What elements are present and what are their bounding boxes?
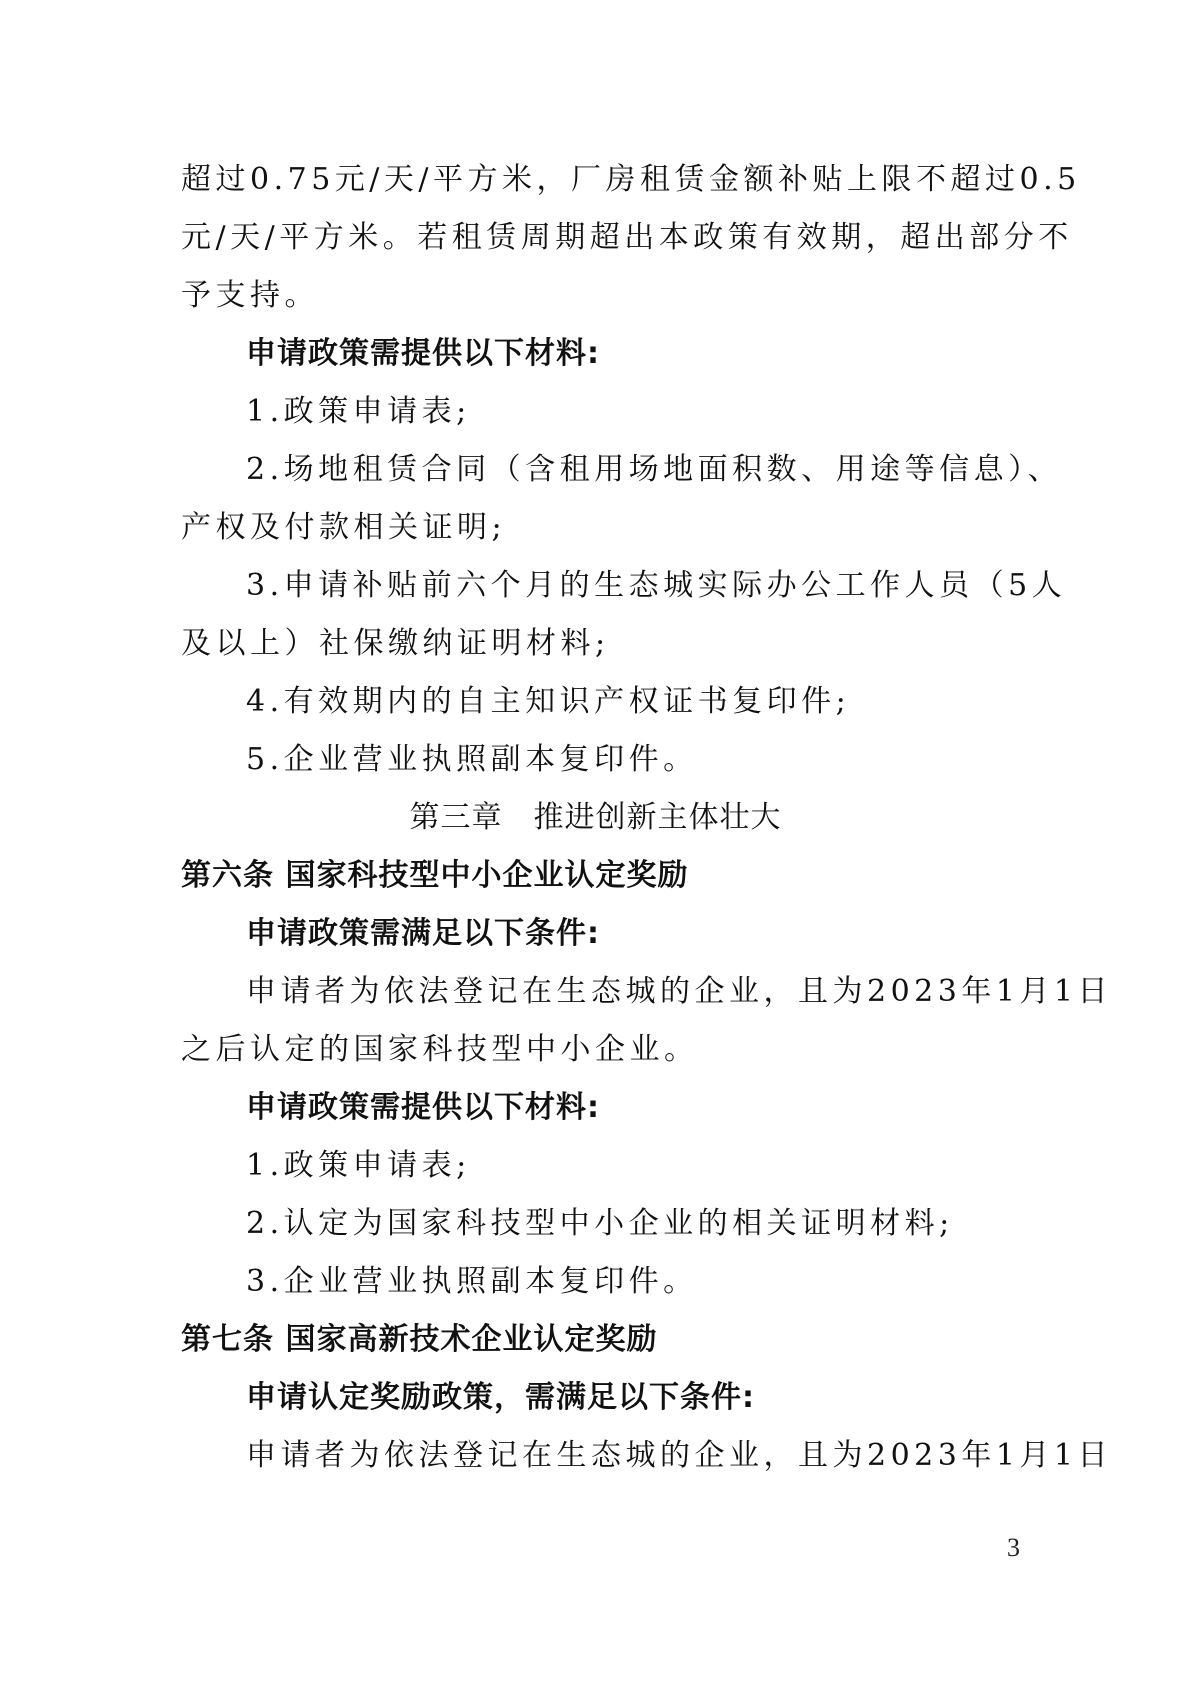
- materials-item: 3.企业营业执照副本复印件。: [246, 1264, 698, 1299]
- chapter-heading: 第三章 推进创新主体壮大: [409, 800, 782, 835]
- materials-item-continued: 产权及付款相关证明;: [181, 510, 507, 545]
- body-text-line: 元/天/平方米。若租赁周期超出本政策有效期，超出部分不: [181, 220, 1073, 255]
- materials-item: 4.有效期内的自主知识产权证书复印件;: [246, 684, 851, 719]
- materials-item: 1.政策申请表;: [246, 394, 471, 429]
- body-text-line: 予支持。: [181, 278, 319, 313]
- body-text-line: 超过0.75元/天/平方米，厂房租赁金额补贴上限不超过0.5: [181, 162, 1081, 197]
- materials-item: 2.场地租赁合同（含租用场地面积数、用途等信息）、: [246, 452, 1063, 487]
- materials-heading: 申请政策需提供以下材料:: [246, 336, 600, 371]
- page-number: 3: [1007, 1533, 1020, 1562]
- materials-heading: 申请政策需提供以下材料:: [246, 1090, 600, 1125]
- article-heading: 第六条 国家科技型中小企业认定奖励: [181, 858, 689, 893]
- materials-item: 2.认定为国家科技型中小企业的相关证明材料;: [246, 1206, 954, 1241]
- article-heading: 第七条 国家高新技术企业认定奖励: [181, 1322, 658, 1357]
- body-text-line: 之后认定的国家科技型中小企业。: [181, 1032, 699, 1067]
- materials-item: 3.申请补贴前六个月的生态城实际办公工作人员（5人: [246, 568, 1067, 603]
- materials-item: 5.企业营业执照副本复印件。: [246, 742, 698, 777]
- conditions-heading: 申请认定奖励政策，需满足以下条件:: [246, 1380, 755, 1415]
- materials-item: 1.政策申请表;: [246, 1148, 471, 1183]
- materials-item-continued: 及以上）社保缴纳证明材料;: [181, 626, 610, 661]
- body-text-line: 申请者为依法登记在生态城的企业，且为2023年1月1日: [246, 974, 1113, 1009]
- body-text-line: 申请者为依法登记在生态城的企业，且为2023年1月1日: [246, 1438, 1113, 1473]
- conditions-heading: 申请政策需满足以下条件:: [246, 916, 600, 951]
